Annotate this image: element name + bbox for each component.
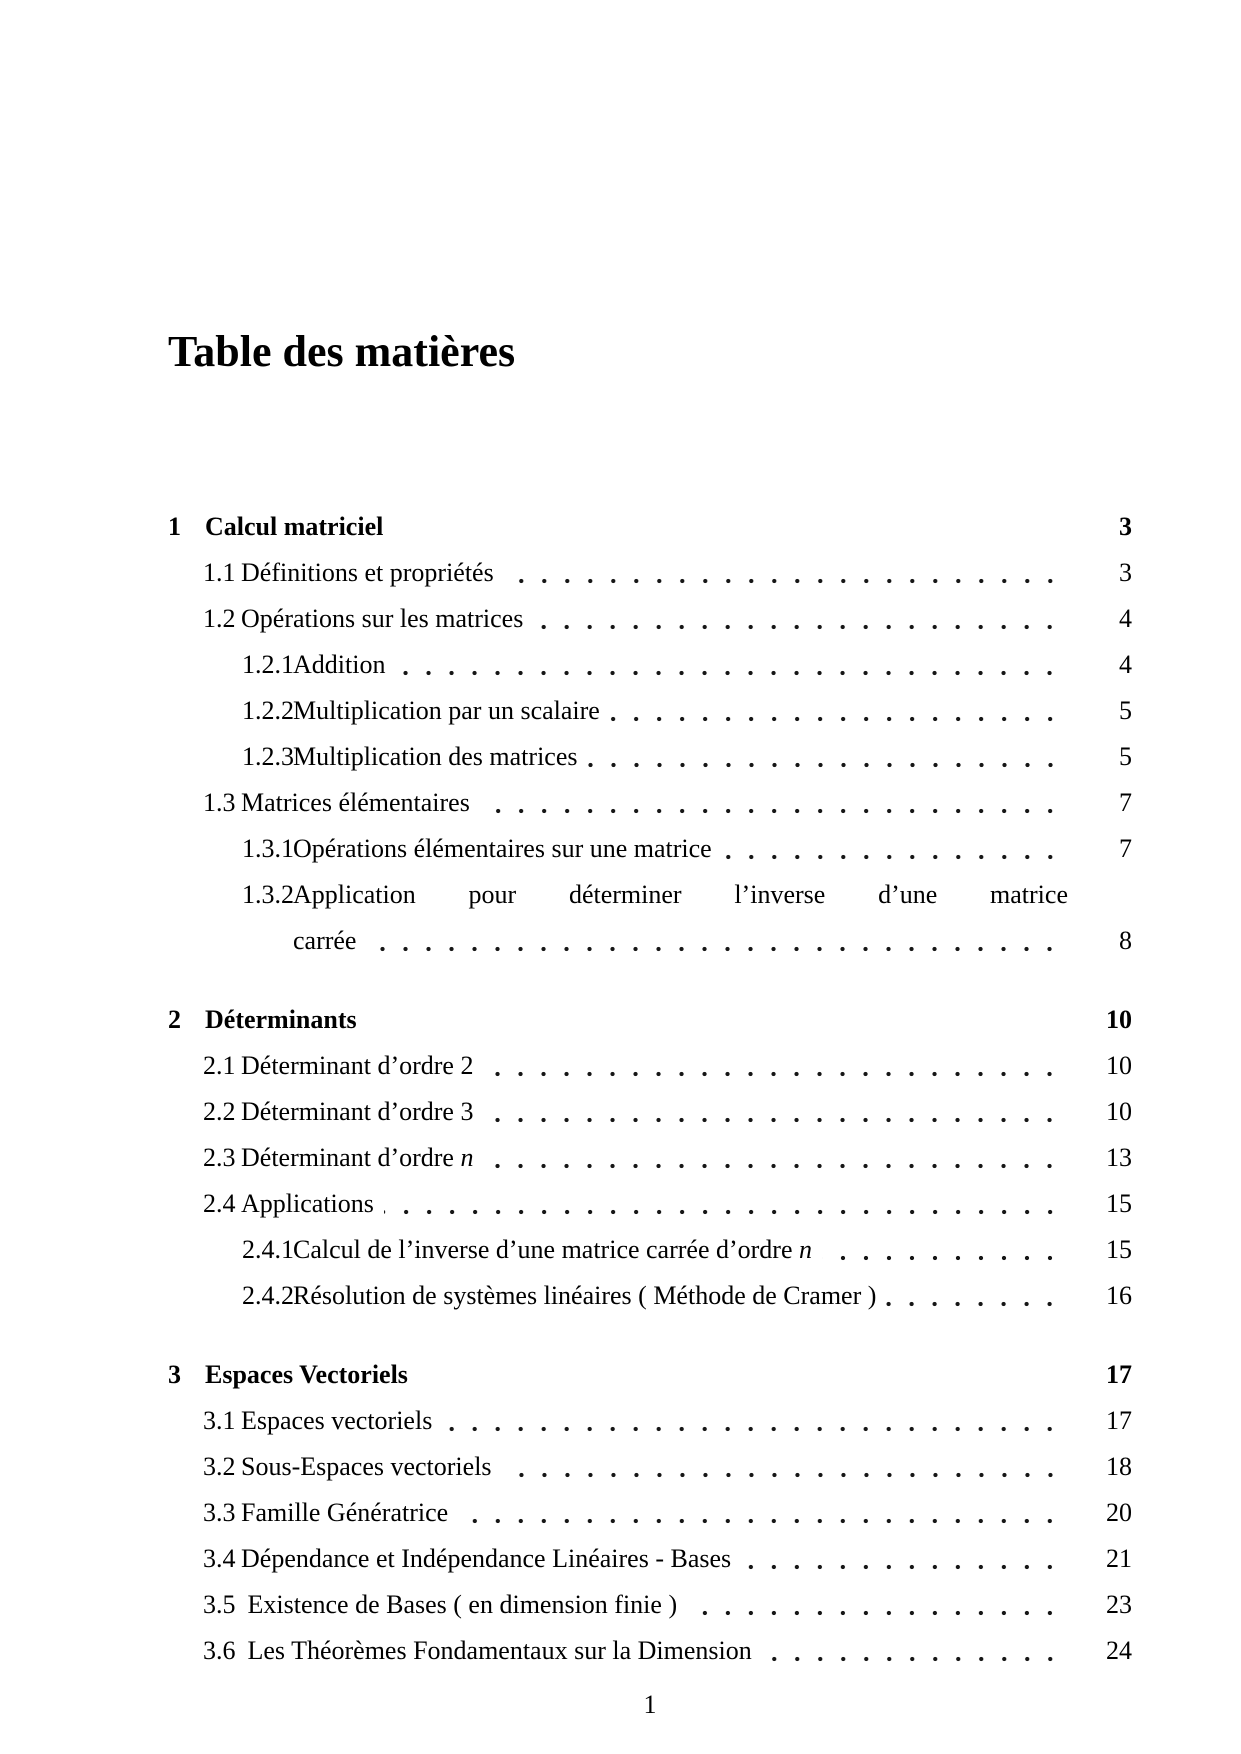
- page-content: [168, 0, 1132, 1720]
- entry-page-number: 4: [1119, 604, 1132, 633]
- toc-chapter-row: [168, 1352, 1132, 1398]
- toc-entry-continuation-row: [168, 918, 1132, 964]
- entry-title: Résolution de systèmes linéaires ( Méthode de Cramer ): [293, 1281, 877, 1310]
- entry-page-number: 3: [1119, 558, 1132, 587]
- entry-title: Dépendance et Indépendance Linéaires - Bases: [241, 1544, 732, 1573]
- toc-chapter-block: [168, 1352, 1132, 1674]
- leader-dots: [384, 1181, 1068, 1227]
- entry-title-math: n: [799, 1235, 813, 1264]
- entry-page-number: 21: [1106, 1544, 1132, 1573]
- entry-number: 1.3: [203, 788, 236, 817]
- leader-dots: [886, 1273, 1068, 1319]
- entry-page-number: 16: [1106, 1281, 1132, 1310]
- toc-entry-row: [168, 734, 1132, 780]
- leader-dots: [533, 596, 1068, 642]
- entry-title: Application pour déterminer l’inverse d’une matrice: [293, 880, 1068, 909]
- leader-dots: [458, 1490, 1068, 1536]
- entry-number: 3: [168, 1360, 181, 1389]
- entry-page-number: 7: [1119, 788, 1132, 817]
- entry-number: 3.2: [203, 1452, 236, 1481]
- entry-number: 1.3.2: [242, 880, 294, 909]
- leader-dots: [483, 1089, 1068, 1135]
- toc-entry-row: [168, 1444, 1132, 1490]
- entry-title: Calcul matriciel: [205, 512, 384, 541]
- toc-entry-row: [168, 688, 1132, 734]
- entry-number: 1.1: [203, 558, 236, 587]
- entry-number: 1: [168, 512, 181, 541]
- entry-page-number: 17: [1106, 1360, 1132, 1389]
- entry-page-number: 17: [1106, 1406, 1132, 1435]
- toc-chapter-block: [168, 504, 1132, 964]
- entry-title: Multiplication par un scalaire: [293, 696, 600, 725]
- entry-title: Existence de Bases ( en dimension finie ): [241, 1590, 678, 1619]
- entry-page-number: 20: [1106, 1498, 1132, 1527]
- entry-page-number: 18: [1106, 1452, 1132, 1481]
- leader-dots: [480, 780, 1068, 826]
- toc-entry-row: [168, 872, 1132, 918]
- toc-entry-row: [168, 1273, 1132, 1319]
- leader-dots: [687, 1582, 1068, 1628]
- toc-entry-row: [168, 1043, 1132, 1089]
- entry-page-number: 24: [1106, 1636, 1132, 1665]
- entry-title: Famille Génératrice: [241, 1498, 449, 1527]
- leader-dots: [741, 1536, 1068, 1582]
- entry-title: Déterminant d’ordre 3: [241, 1097, 474, 1126]
- entry-page-number: 15: [1106, 1189, 1132, 1218]
- entry-page-number: 3: [1119, 512, 1132, 541]
- entry-page-number: 5: [1119, 742, 1132, 771]
- entry-title: Sous-Espaces vectoriels: [241, 1452, 492, 1481]
- leader-dots: [722, 826, 1068, 872]
- leader-dots: [366, 918, 1068, 964]
- leader-dots: [822, 1227, 1068, 1273]
- leader-dots: [504, 550, 1068, 596]
- entry-title: Déterminants: [205, 1005, 357, 1034]
- toc-entry-row: [168, 1398, 1132, 1444]
- entry-number: 2.3: [203, 1143, 236, 1172]
- entry-number: 1.3.1: [242, 834, 294, 863]
- entry-title: Définitions et propriétés: [241, 558, 494, 587]
- entry-number: 1.2.1: [242, 650, 294, 679]
- entry-number: 2: [168, 1005, 181, 1034]
- entry-page-number: 10: [1106, 1097, 1132, 1126]
- leader-dots: [762, 1628, 1068, 1674]
- entry-page-number: 15: [1106, 1235, 1132, 1264]
- leader-dots: [483, 1135, 1068, 1181]
- footer-page-number: 1: [643, 1690, 657, 1719]
- leader-dots: [442, 1398, 1068, 1444]
- entry-title: Multiplication des matrices: [293, 742, 578, 771]
- toc-entry-row: [168, 826, 1132, 872]
- entry-title: Matrices élémentaires: [241, 788, 470, 817]
- entry-title: Déterminant d’ordre 2: [241, 1051, 474, 1080]
- toc-entry-row: [168, 596, 1132, 642]
- entry-title: Espaces Vectoriels: [205, 1360, 408, 1389]
- entry-number: 1.2.2: [242, 696, 294, 725]
- entry-number: 3.1: [203, 1406, 236, 1435]
- toc: [168, 504, 1132, 1674]
- leader-dots: [610, 688, 1068, 734]
- entry-page-number: 13: [1106, 1143, 1132, 1172]
- toc-entry-row: [168, 1582, 1132, 1628]
- entry-title: Addition: [293, 650, 386, 679]
- leader-dots: [588, 734, 1069, 780]
- entry-title: Calcul de l’inverse d’une matrice carrée d’ordre: [293, 1235, 800, 1264]
- toc-entry-row: [168, 550, 1132, 596]
- entry-number: 3.6: [203, 1636, 236, 1665]
- leader-dots: [502, 1444, 1068, 1490]
- entry-number: 2.4.1: [242, 1235, 294, 1264]
- toc-entry-row: [168, 1628, 1132, 1674]
- entry-page-number: 5: [1119, 696, 1132, 725]
- entry-title: Les Théorèmes Fondamentaux sur la Dimension: [241, 1636, 752, 1665]
- entry-title-line2: carrée: [293, 926, 357, 955]
- toc-chapter-block: [168, 997, 1132, 1319]
- toc-chapter-row: [168, 997, 1132, 1043]
- entry-number: 2.2: [203, 1097, 236, 1126]
- entry-number: 2.4: [203, 1189, 236, 1218]
- entry-page-number: 7: [1119, 834, 1132, 863]
- entry-title: Opérations élémentaires sur une matrice: [293, 834, 712, 863]
- entry-number: 2.4.2: [242, 1281, 294, 1310]
- toc-chapter-row: [168, 504, 1132, 550]
- entry-title: Opérations sur les matrices: [241, 604, 524, 633]
- toc-entry-row: [168, 1181, 1132, 1227]
- entry-page-number: 23: [1106, 1590, 1132, 1619]
- entry-title: Déterminant d’ordre: [241, 1143, 461, 1172]
- leader-dots: [483, 1043, 1068, 1089]
- toc-entry-row: [168, 1536, 1132, 1582]
- entry-number: 3.4: [203, 1544, 236, 1573]
- toc-entry-row: [168, 1490, 1132, 1536]
- page-title: Table des matières: [168, 327, 516, 376]
- toc-entry-row: [168, 1135, 1132, 1181]
- toc-entry-row: [168, 780, 1132, 826]
- entry-number: 1.2: [203, 604, 236, 633]
- entry-number: 3.3: [203, 1498, 236, 1527]
- entry-page-number: 4: [1119, 650, 1132, 679]
- leader-dots: [395, 642, 1068, 688]
- entry-number: 2.1: [203, 1051, 236, 1080]
- entry-page-number: 10: [1106, 1005, 1132, 1034]
- entry-page-number: 10: [1106, 1051, 1132, 1080]
- entry-title: Espaces vectoriels: [241, 1406, 433, 1435]
- entry-page-number: 8: [1119, 926, 1132, 955]
- entry-number: 3.5: [203, 1590, 236, 1619]
- entry-title: Applications: [241, 1189, 374, 1218]
- entry-title-math: n: [460, 1143, 474, 1172]
- toc-entry-row: [168, 642, 1132, 688]
- entry-number: 1.2.3: [242, 742, 294, 771]
- toc-entry-row: [168, 1227, 1132, 1273]
- toc-entry-row: [168, 1089, 1132, 1135]
